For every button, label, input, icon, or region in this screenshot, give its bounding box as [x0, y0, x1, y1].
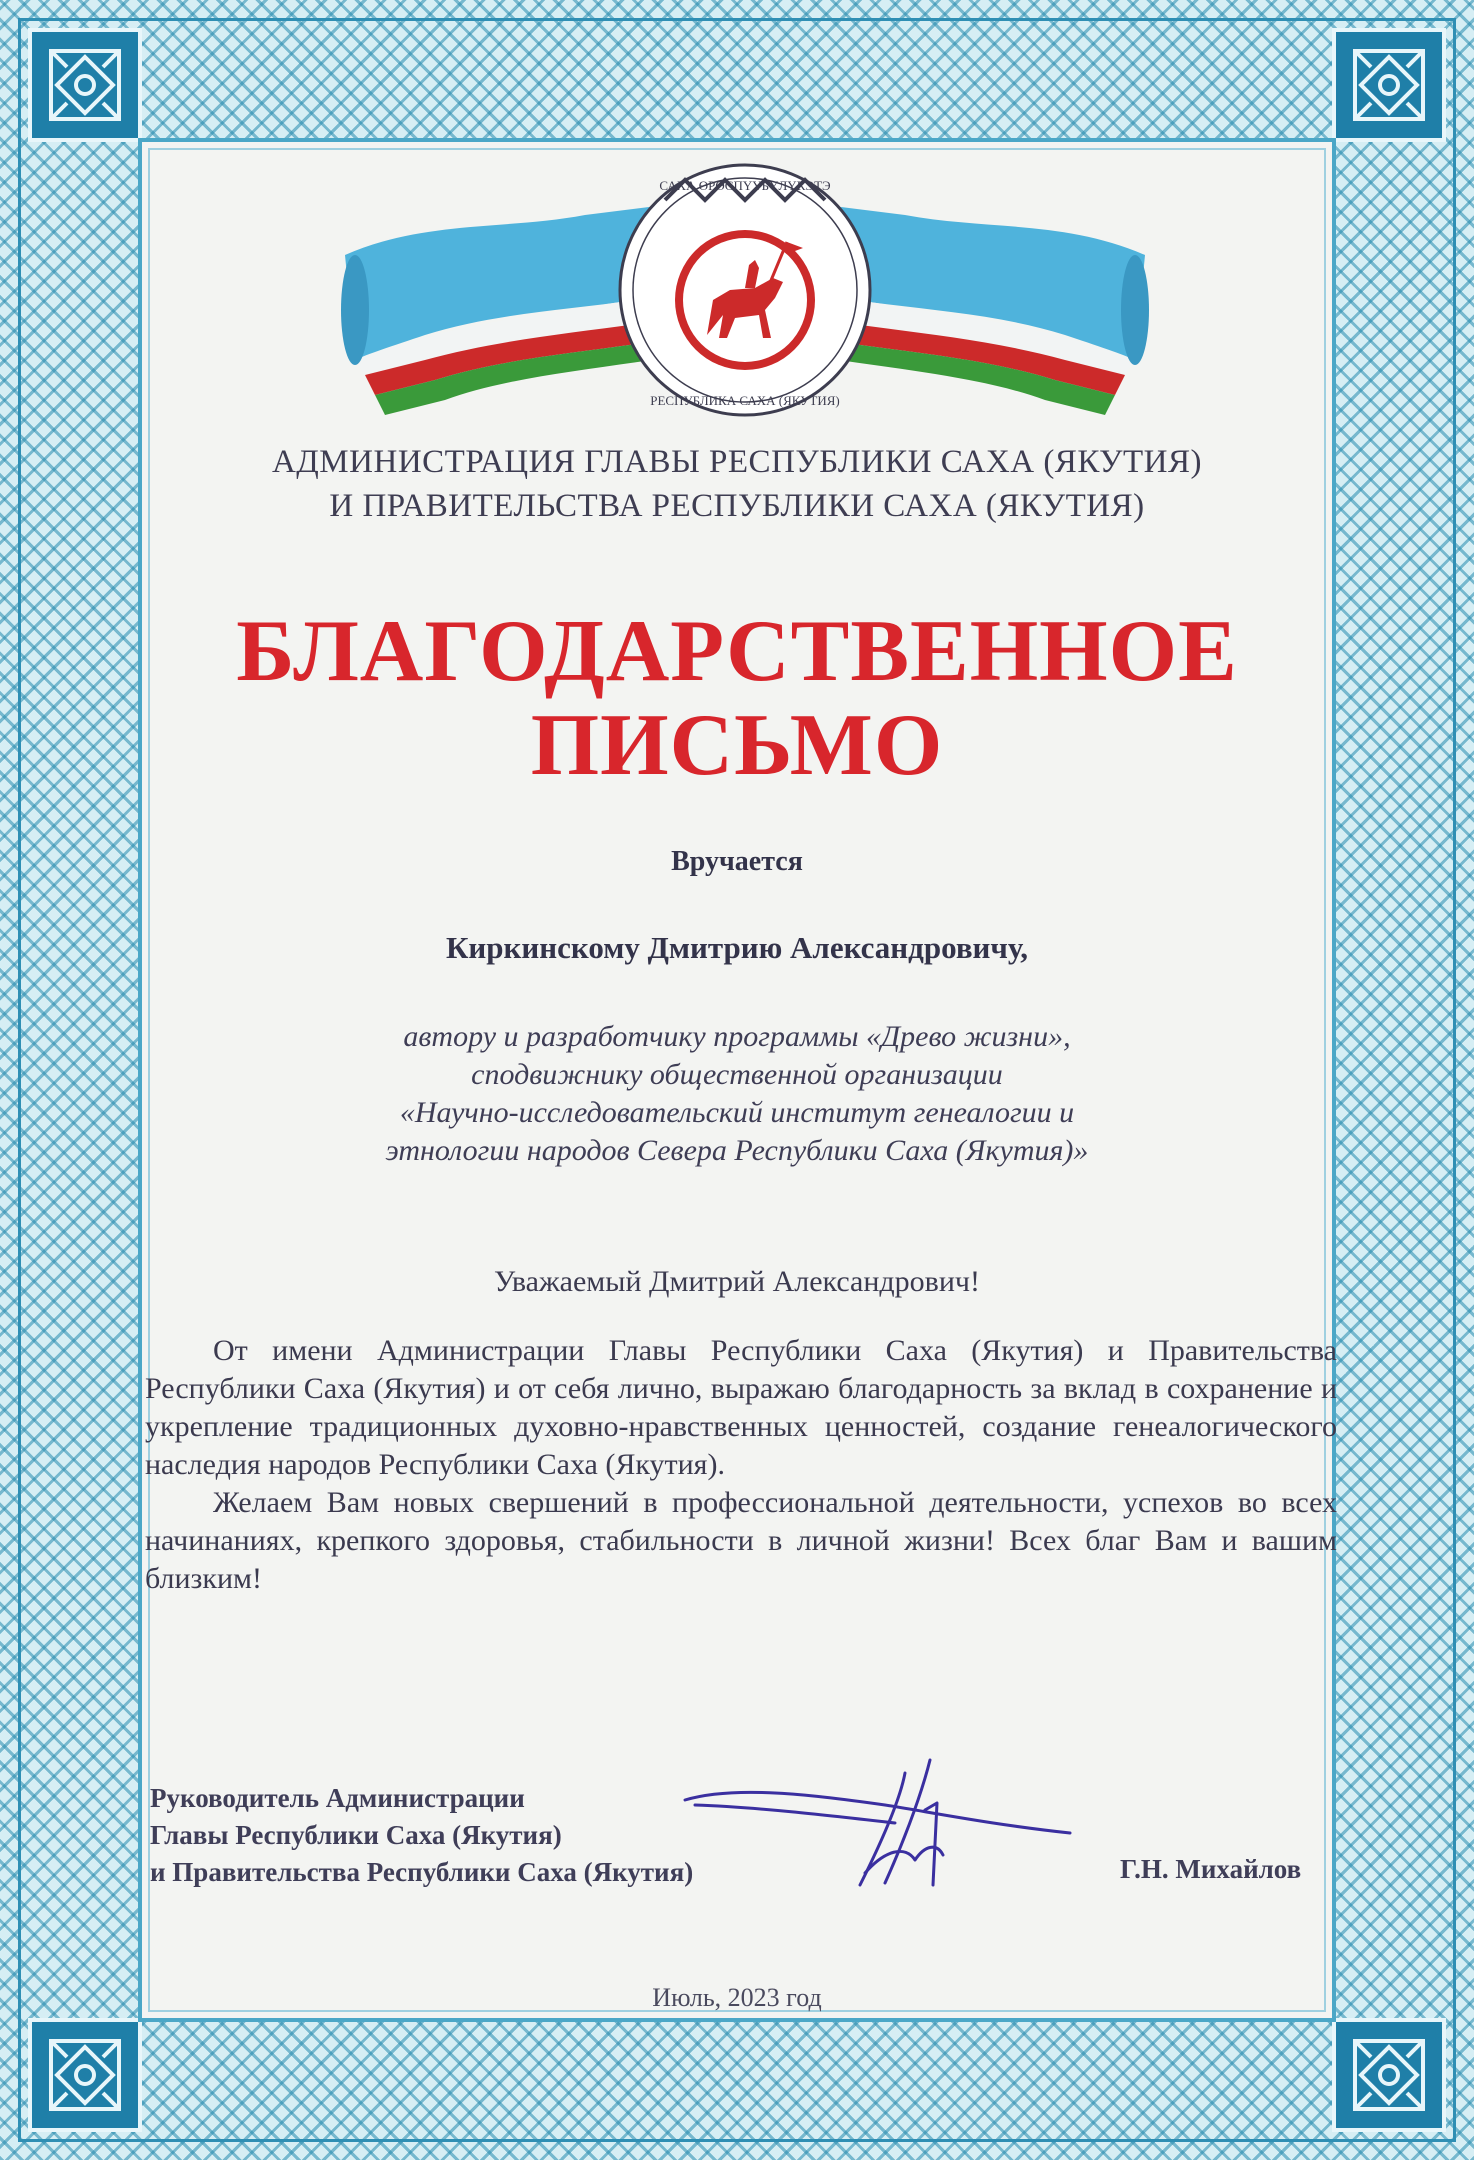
- recipient-description: [0, 1018, 1474, 1170]
- signer-position: [150, 1780, 693, 1891]
- awarded-label: Вручается: [671, 846, 803, 877]
- letter-body: [145, 1332, 1337, 1598]
- title-line: ПИСЬМО: [530, 697, 944, 794]
- description-line: сподвижнику общественной организации: [471, 1058, 1003, 1091]
- emblem-ring-left-text: РЕСПУБЛИКА САХА (ЯКУТИЯ): [650, 393, 840, 408]
- signer-position-line: Главы Республики Саха (Якутия): [150, 1820, 562, 1850]
- salutation: Уважаемый Дмитрий Александрович!: [494, 1265, 980, 1298]
- corner-ornament-icon: [28, 2018, 142, 2132]
- document-title: [0, 605, 1474, 793]
- organization-line: АДМИНИСТРАЦИЯ ГЛАВЫ РЕСПУБЛИКИ САХА (ЯКУТИЯ): [271, 444, 1203, 480]
- emblem-ring-right-text: САХА ӨРӨСПҮҮБҮЛҮКЭТЭ: [659, 178, 831, 193]
- title-line: БЛАГОДАРСТВЕННОЕ: [236, 603, 1238, 700]
- body-paragraph: Желаем Вам новых свершений в профессиональной деятельности, успехов во всех начинаниях, крепкого здоровья, стабильности в личной жизни! Всех благ Вам и вашим близким!: [145, 1486, 1337, 1595]
- coat-of-arms-icon: [335, 160, 1155, 420]
- description-line: этнологии народов Севера Республики Саха (Якутия)»: [385, 1134, 1089, 1167]
- corner-ornament-icon: [1332, 28, 1446, 142]
- corner-ornament-icon: [28, 28, 142, 142]
- body-paragraph: От имени Администрации Главы Республики Саха (Якутия) и Правительства Республики Саха (Якутия) и от себя лично, выражаю благодарность за вклад в сохранение и укрепление традиционных духовно-нравственных ценностей, создание генеалогического наследия народов Республики Саха (Якутия).: [145, 1334, 1337, 1481]
- signer-position-line: и Правительства Республики Саха (Якутия): [150, 1857, 694, 1887]
- signature-icon: [675, 1755, 1075, 1895]
- signer-position-line: Руководитель Администрации: [150, 1783, 525, 1813]
- recipient-name: Киркинскому Дмитрию Александровичу,: [445, 930, 1029, 965]
- issuing-organization: [0, 440, 1474, 528]
- signer-name: Г.Н. Михайлов: [1120, 1854, 1302, 1884]
- description-line: автору и разработчику программы «Древо жизни»,: [403, 1020, 1071, 1053]
- description-line: «Научно-исследовательский институт генеалогии и: [399, 1096, 1075, 1129]
- organization-line: И ПРАВИТЕЛЬСТВА РЕСПУБЛИКИ САХА (ЯКУТИЯ): [329, 488, 1145, 524]
- issue-date: Июль, 2023 год: [652, 1983, 822, 2012]
- corner-ornament-icon: [1332, 2018, 1446, 2132]
